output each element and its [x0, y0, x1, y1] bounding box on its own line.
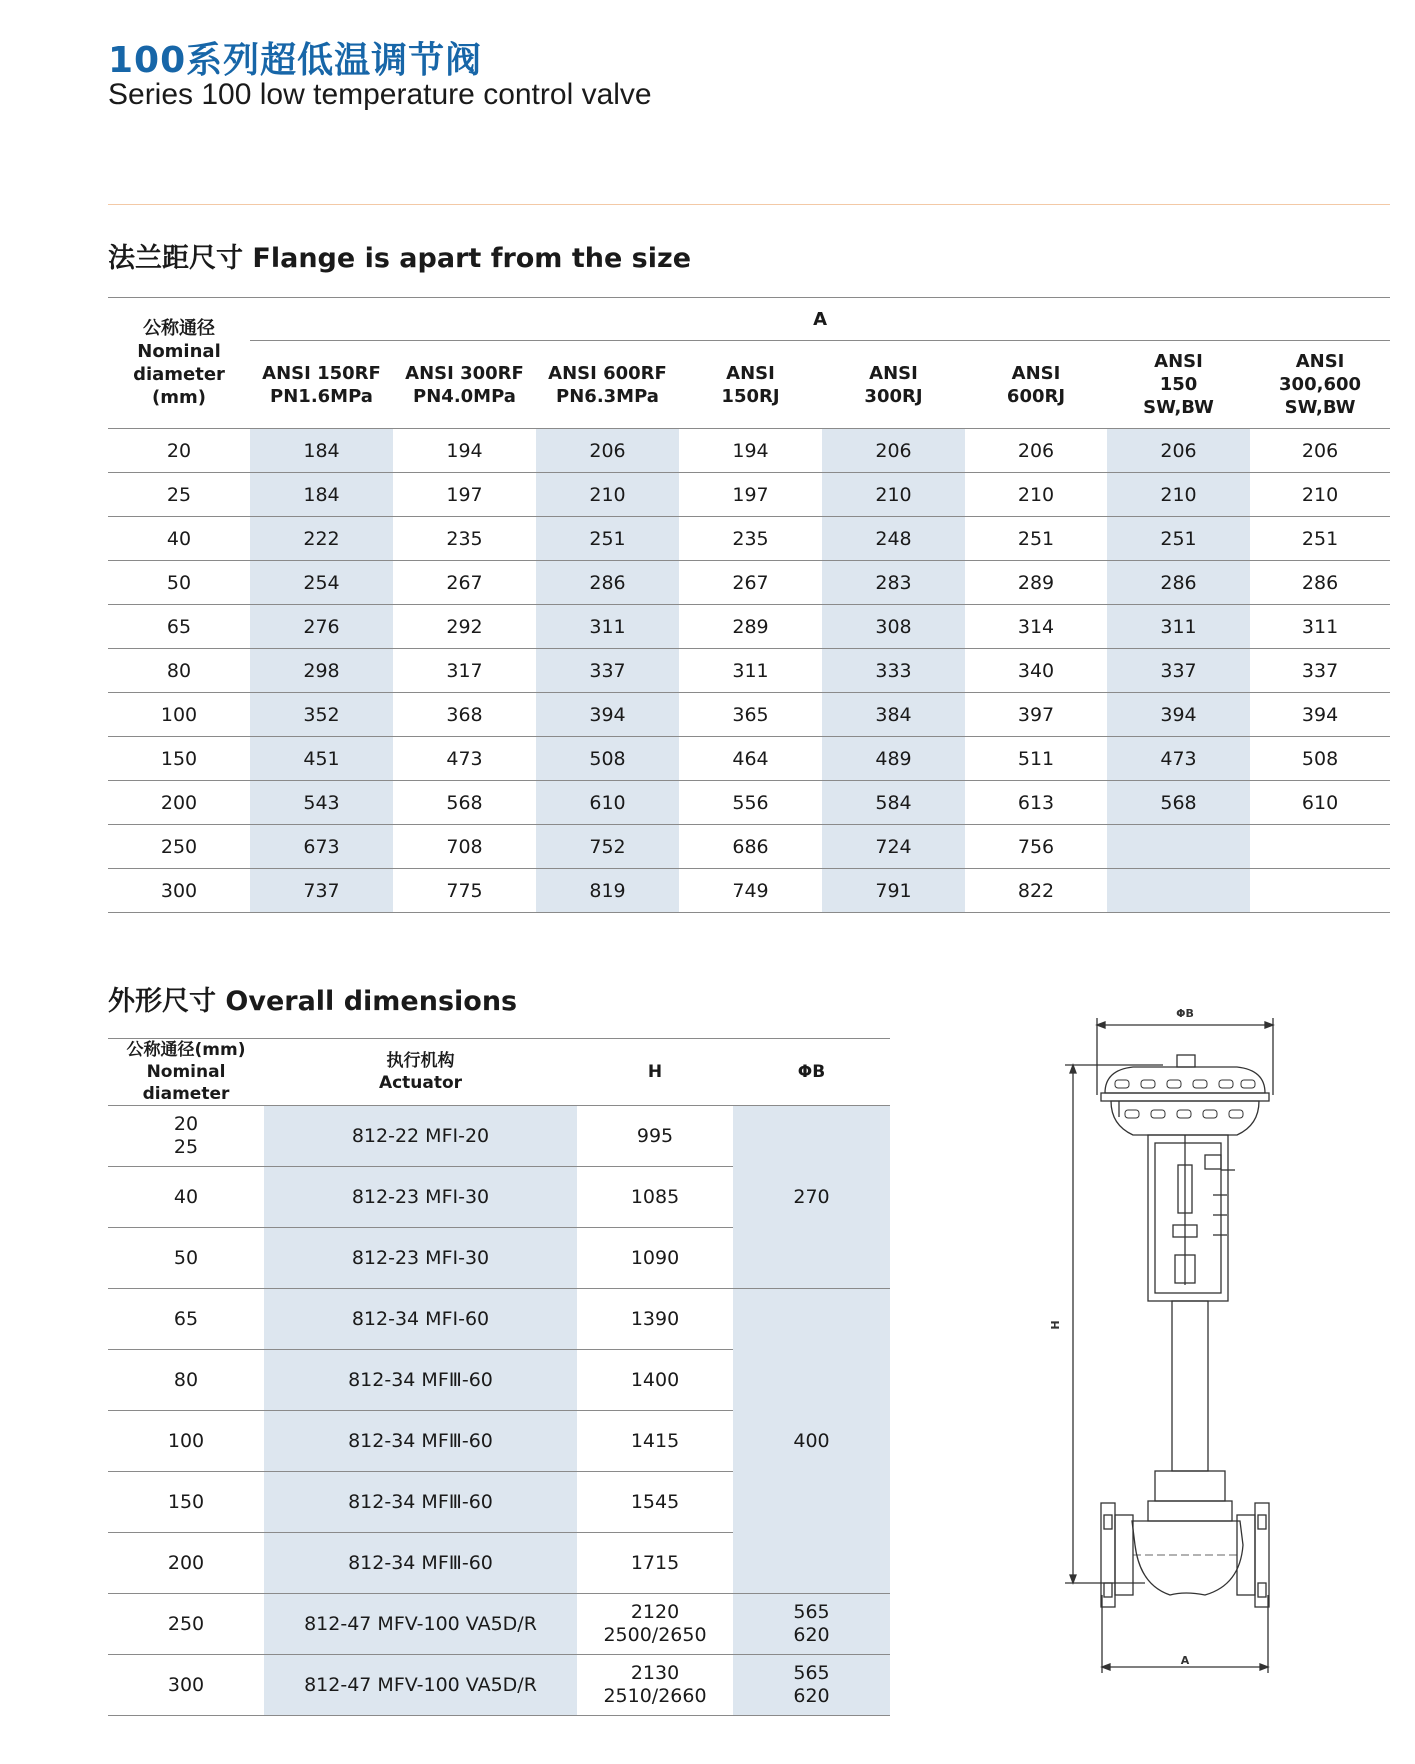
dimension-a-cell: 210	[1107, 473, 1250, 517]
dimension-a-cell: 749	[679, 869, 822, 913]
dimension-a-cell: 286	[536, 561, 679, 605]
dimension-a-cell: 206	[1107, 429, 1250, 473]
dimension-a-cell: 394	[1107, 693, 1250, 737]
dimension-a-cell: 791	[822, 869, 965, 913]
dimension-a-cell: 451	[250, 737, 393, 781]
flange-column-header: ANSI 600RJ	[965, 341, 1107, 429]
dimension-a-cell: 556	[679, 781, 822, 825]
dimension-a-cell: 210	[1250, 473, 1390, 517]
table-row	[108, 737, 1390, 781]
flange-column-header: ANSI 600RF PN6.3MPa	[536, 341, 679, 429]
h-cell: 1090	[577, 1228, 733, 1289]
flange-section-title: 法兰距尺寸 Flange is apart from the size	[108, 243, 692, 274]
nominal-diameter-cell: 20	[108, 429, 250, 473]
nominal-diameter-cell: 50	[108, 561, 250, 605]
dimension-a-cell: 543	[250, 781, 393, 825]
h-cell: 1715	[577, 1533, 733, 1594]
actuator-cell: 812-34 MFⅢ-60	[264, 1350, 577, 1411]
table-row	[108, 429, 1390, 473]
nominal-diameter-cell: 150	[108, 737, 250, 781]
nominal-diameter-cell: 80	[108, 1350, 264, 1411]
actuator-cell: 812-22 MFI-20	[264, 1106, 577, 1167]
actuator-cell: 812-23 MFI-30	[264, 1167, 577, 1228]
actuator-cell: 812-34 MFⅢ-60	[264, 1533, 577, 1594]
dimension-a-cell: 337	[536, 649, 679, 693]
dimension-a-cell: 737	[250, 869, 393, 913]
dimension-a-cell: 752	[536, 825, 679, 869]
nominal-diameter-cell: 40	[108, 517, 250, 561]
dimension-a-cell: 314	[965, 605, 1107, 649]
dimension-a-cell: 311	[536, 605, 679, 649]
h-cell: 2120 2500/2650	[577, 1594, 733, 1655]
dimension-a-cell	[1250, 869, 1390, 913]
dimension-a-cell: 184	[250, 473, 393, 517]
actuator-cell: 812-47 MFV-100 VA5D/R	[264, 1655, 577, 1716]
dimension-a-cell: 210	[822, 473, 965, 517]
nominal-diameter-cell: 250	[108, 1594, 264, 1655]
dimension-a-cell: 613	[965, 781, 1107, 825]
flange-column-header: ANSI 150RJ	[679, 341, 822, 429]
table-row	[108, 693, 1390, 737]
dimension-a-cell: 464	[679, 737, 822, 781]
dimension-a-cell: 686	[679, 825, 822, 869]
dimension-a-cell: 197	[679, 473, 822, 517]
h-cell: 2130 2510/2660	[577, 1655, 733, 1716]
dimension-a-label: A	[1180, 1654, 1190, 1667]
dimension-a-cell: 822	[965, 869, 1107, 913]
dimension-a-cell: 267	[679, 561, 822, 605]
table-row	[108, 473, 1390, 517]
dimension-a-cell: 210	[965, 473, 1107, 517]
nominal-diameter-cell: 300	[108, 869, 250, 913]
dimension-a-cell: 254	[250, 561, 393, 605]
table-row	[108, 1106, 890, 1167]
dimension-a-cell: 473	[1107, 737, 1250, 781]
title-chinese: 100系列超低温调节阀	[108, 40, 483, 81]
table-row	[108, 649, 1390, 693]
b-cell: 400	[733, 1289, 890, 1594]
dimension-a-cell: 340	[965, 649, 1107, 693]
dimension-a-cell: 206	[536, 429, 679, 473]
table-row	[108, 781, 1390, 825]
table-row	[108, 1289, 890, 1350]
dimension-a-cell: 819	[536, 869, 679, 913]
dimension-a-cell: 508	[536, 737, 679, 781]
h-cell: 1545	[577, 1472, 733, 1533]
dimension-a-cell: 276	[250, 605, 393, 649]
dimension-a-cell: 568	[393, 781, 536, 825]
dimension-a-cell: 337	[1107, 649, 1250, 693]
nominal-diameter-cell: 65	[108, 1289, 264, 1350]
nominal-diameter-cell: 65	[108, 605, 250, 649]
dimension-a-header: A	[813, 308, 827, 330]
valve-drawing	[1045, 995, 1305, 1685]
nominal-diameter-cell: 25	[108, 473, 250, 517]
dimension-a-cell: 248	[822, 517, 965, 561]
dimension-a-cell: 708	[393, 825, 536, 869]
dimension-a-cell: 251	[965, 517, 1107, 561]
flange-table	[108, 297, 1390, 913]
table-row	[108, 605, 1390, 649]
h-cell: 1400	[577, 1350, 733, 1411]
title-english: Series 100 low temperature control valve	[108, 78, 652, 111]
dimension-a-cell: 251	[1250, 517, 1390, 561]
dimension-a-cell: 286	[1250, 561, 1390, 605]
nominal-diameter-cell: 200	[108, 781, 250, 825]
dimension-a-cell: 473	[393, 737, 536, 781]
dimension-a-cell: 775	[393, 869, 536, 913]
dimension-a-cell: 394	[536, 693, 679, 737]
dimension-a-cell: 206	[1250, 429, 1390, 473]
nominal-diameter-cell: 250	[108, 825, 250, 869]
dimension-a-cell: 267	[393, 561, 536, 605]
dimension-a-cell: 394	[1250, 693, 1390, 737]
actuator-cell: 812-23 MFI-30	[264, 1228, 577, 1289]
dimension-a-cell: 289	[679, 605, 822, 649]
nominal-diameter-cell: 20 25	[108, 1106, 264, 1167]
nominal-diameter-cell: 300	[108, 1655, 264, 1716]
b-cell: 270	[733, 1106, 890, 1289]
dimension-a-cell: 368	[393, 693, 536, 737]
h-cell: 1390	[577, 1289, 733, 1350]
overall-dimensions-table	[108, 1038, 890, 1716]
dimension-a-cell	[1107, 825, 1250, 869]
flange-column-header: ANSI 300RF PN4.0MPa	[393, 341, 536, 429]
flange-column-header: ANSI 300RJ	[822, 341, 965, 429]
b-header: ΦB	[733, 1039, 890, 1106]
dimension-a-cell: 508	[1250, 737, 1390, 781]
flange-column-header: ANSI 150RF PN1.6MPa	[250, 341, 393, 429]
dimension-a-cell: 352	[250, 693, 393, 737]
nominal-diameter-cell: 150	[108, 1472, 264, 1533]
dimension-a-cell: 724	[822, 825, 965, 869]
dimension-a-cell: 194	[679, 429, 822, 473]
nominal-diameter-cell: 100	[108, 1411, 264, 1472]
dimension-a-cell: 384	[822, 693, 965, 737]
nominal-diameter-header: 公称通径 Nominal diameter (mm)	[108, 298, 250, 429]
nominal-diameter-cell: 80	[108, 649, 250, 693]
b-cell: 565 620	[733, 1655, 890, 1716]
dimension-a-cell: 311	[679, 649, 822, 693]
dimension-a-cell: 197	[393, 473, 536, 517]
dimension-a-cell: 235	[393, 517, 536, 561]
dimension-a-cell: 206	[965, 429, 1107, 473]
dimension-a-cell: 184	[250, 429, 393, 473]
b-cell: 565 620	[733, 1594, 890, 1655]
nominal-diameter-cell: 40	[108, 1167, 264, 1228]
dimension-a-cell: 222	[250, 517, 393, 561]
dimension-a-cell: 311	[1250, 605, 1390, 649]
dimension-a-cell: 511	[965, 737, 1107, 781]
actuator-cell: 812-47 MFV-100 VA5D/R	[264, 1594, 577, 1655]
dimension-a-cell: 194	[393, 429, 536, 473]
h-cell: 995	[577, 1106, 733, 1167]
table-row	[108, 869, 1390, 913]
dimension-a-cell: 286	[1107, 561, 1250, 605]
actuator-cell: 812-34 MFⅢ-60	[264, 1411, 577, 1472]
nominal-diameter-cell: 200	[108, 1533, 264, 1594]
actuator-header: 执行机构 Actuator	[264, 1039, 577, 1106]
dimension-a-cell: 337	[1250, 649, 1390, 693]
flange-column-header: ANSI 150 SW,BW	[1107, 341, 1250, 429]
dimension-a-cell: 235	[679, 517, 822, 561]
dimension-a-cell: 292	[393, 605, 536, 649]
dimension-a-cell: 317	[393, 649, 536, 693]
dimension-a-cell: 397	[965, 693, 1107, 737]
flange-column-header: ANSI 300,600 SW,BW	[1250, 341, 1390, 429]
table-row	[108, 561, 1390, 605]
dimension-a-cell: 210	[536, 473, 679, 517]
h-cell: 1085	[577, 1167, 733, 1228]
dimension-a-cell: 308	[822, 605, 965, 649]
dimension-a-cell: 610	[1250, 781, 1390, 825]
nominal-diameter-cell: 50	[108, 1228, 264, 1289]
dimension-a-cell: 333	[822, 649, 965, 693]
header-divider	[108, 204, 1390, 205]
dimension-a-cell: 311	[1107, 605, 1250, 649]
dimension-a-cell: 489	[822, 737, 965, 781]
dimension-b-label: ΦB	[1176, 1007, 1194, 1020]
dimension-a-cell: 251	[1107, 517, 1250, 561]
overall-section-title: 外形尺寸 Overall dimensions	[108, 986, 518, 1017]
table-row	[108, 1655, 890, 1716]
dimension-a-cell: 756	[965, 825, 1107, 869]
dimension-a-cell: 568	[1107, 781, 1250, 825]
nominal-diameter-header: 公称通径(mm) Nominal diameter	[108, 1039, 264, 1106]
dimension-a-cell: 206	[822, 429, 965, 473]
dimension-h-label: H	[1049, 1320, 1062, 1330]
dimension-a-cell: 283	[822, 561, 965, 605]
actuator-cell: 812-34 MFI-60	[264, 1289, 577, 1350]
nominal-diameter-cell: 100	[108, 693, 250, 737]
dimension-a-cell: 673	[250, 825, 393, 869]
dimension-a-cell: 298	[250, 649, 393, 693]
h-cell: 1415	[577, 1411, 733, 1472]
table-row	[108, 517, 1390, 561]
dimension-a-cell: 289	[965, 561, 1107, 605]
dimension-a-cell: 584	[822, 781, 965, 825]
dimension-a-cell: 251	[536, 517, 679, 561]
table-row	[108, 1594, 890, 1655]
dimension-a-cell	[1250, 825, 1390, 869]
dimension-a-cell	[1107, 869, 1250, 913]
actuator-cell: 812-34 MFⅢ-60	[264, 1472, 577, 1533]
dimension-a-cell: 365	[679, 693, 822, 737]
dimension-a-cell: 610	[536, 781, 679, 825]
table-row	[108, 825, 1390, 869]
h-header: H	[577, 1039, 733, 1106]
